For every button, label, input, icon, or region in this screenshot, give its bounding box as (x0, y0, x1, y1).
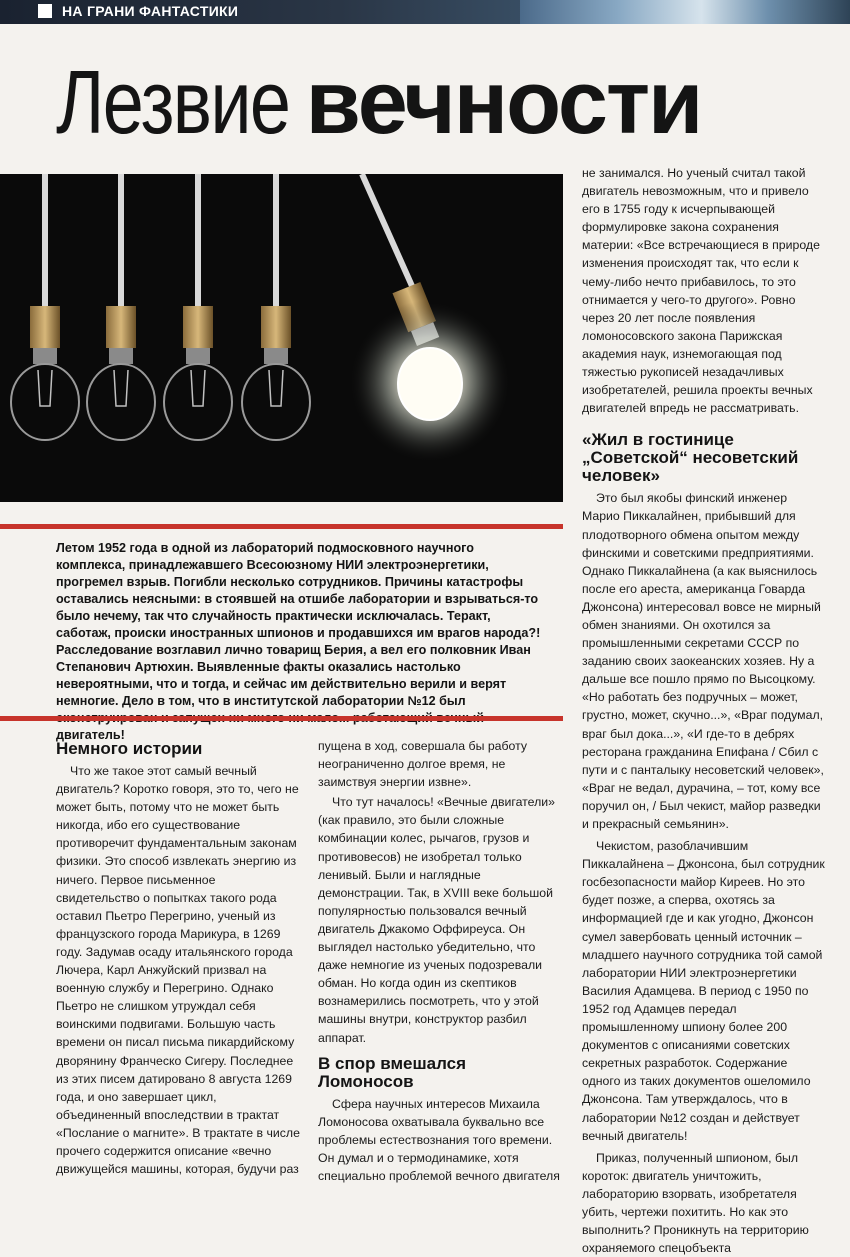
paragraph: Что тут началось! «Вечные двигатели» (как правило, это были сложные комбинации колес, рычагов, грузов и противовесов) не изобретал только ленивый. Были и наглядные демонстрации. Так, в XVIII веке большой популярностью пользовался вечный двигатель Джакомо Оффиреуса. Он выглядел настолько убедительно, что даже немногие из ученых подозревали обман. Но когда один из скептиков вознамерились посмотреть, что у этой машины внутри, конструктор разбил аппарат. (318, 795, 555, 1045)
subheading-history: Немного истории (56, 739, 203, 758)
lead-paragraph: Летом 1952 года в одной из лабораторий подмосковного научного комплекса, принадлежавшего Всесоюзному НИИ электроэнергетики, прогремел взрыв. Погибли несколько сотрудников. Причины катастрофы оставались неясными: в стоявшей на отшибе лаборатории и взрываться-то было нечему, так что случайность практически исключалась. Теракт, саботаж, происки иностранных шпионов и продавшихся им врагов народа?! Расследование возглавил лично товарищ Берия, а вел его полковник Иван Степанович Артюхин. Выявленные факты оказались настолько невероятными, что и тогда, и сейчас им действительно верили и верят немногие. Дело в том, что в институтской лаборатории №12 был двигатель! (56, 541, 541, 742)
article-headline (56, 48, 701, 158)
section-label: НА ГРАНИ ФАНТАСТИКИ (62, 3, 239, 19)
column-1 (56, 740, 301, 1178)
paragraph: Сфера научных интересов Михаила Ломоносова охватывала буквально все проблемы естествознания того времени. Он думал и о термодинамике, хотя специально проблемой вечного двигателя (318, 1096, 560, 1183)
light-bulbs-illustration (0, 174, 563, 502)
paragraph: Что же такое этот самый вечный двигатель? Коротко говоря, это то, чего не может быть, потому что не может быть никогда, ибо его существование противоречит фундаментальным законам физики. Это способ извлекать энергию из ничего. Первое письменное свидетельство о попытках такого рода оставил Пьетро Перегрино, ученый из французского города Марикура, в 1269 году. Задумав осаду итальянского города Лючера, Карл Анжуйский призвал на военную службу и Перегрино. Однако Пьетро не слишком утруждал себя воинскими подвигами. Большую часть времени он писал письма пикардийскому дворянину Франческо Сигеру. Последнее из этих писем датировано 8 августа 1269 года, и оно завершает цикл, объединенный впоследствии в трактат «Послание о магните». В трактате в числе прочего содержится описание «вечно движущейся машины, которая, будучи раз (56, 764, 300, 1177)
paragraph: Чекистом, разоблачившим Пиккалайнена – Джонсона, был сотрудник госбезопасности майор Киреев. Но это будет позже, а сперва, охотясь за информацией где и как угодно, Джонсон сумел завербовать ценный источник – младшего научного сотрудника той самой лаборатории НИИ электроэнергетики Василия Адамцева. В период с 1950 по 1952 год Адамцев передал промышленному шпиону более 200 документов с описаниями советских секретных разработок. Содержание одного из таких документов ошеломило Джонсона. Там утверждалось, что в лаборатории №12 создан и действует вечный двигатель! (582, 839, 825, 1143)
paragraph: Это был якобы финский инженер Марио Пиккалайнен, прибывший для плодотворного обмена опытом между финскими и советскими предприятиями. Однако Пиккалайнена (а как выяснилось после его ареста, американца Говарда Джонсона) интересовал вовсе не мирный обмен знаниями. Он охотился за промышленными секретами СССР по заданию своих заокеанских хозяев. Ну а дальше все пошло прямо по Высоцкому. «Но работать без подручных – может, грустно, может, скучно...», «Враг подумал, враг был дока...», «И где-то в дебрях ресторана гражданина Епифана / Сбил с пути и с панталыку несоветский человек», «Враг не ведал, дурачина, – тот, кому все поручил он, / Был чекист, майор разведки и прекрасный семьянин». (582, 491, 824, 831)
paragraph: не занимался. Но ученый считал такой двигатель невозможным, что и привело его в 1755 году к исчерпывающей формулировке закона сохранения материи: «Все встречающиеся в природе изменения происходят так, что если к чему-либо нечто прибавилось, то это отнимается у чего-то другого». Ровно через 20 лет после появления ломоносовского закона Парижская академия наук, изнемогающая под тяжестью рукописей незадачливых изобретателей, решила проекты вечных двигателей впредь не рассматривать. (582, 166, 820, 416)
section-header-bar (0, 0, 850, 24)
column-2 (318, 737, 563, 1185)
subheading-lomonosov: В спор вмешался Ломоносов (318, 1053, 467, 1091)
paragraph: пущена в ход, совершала бы работу неограниченно долгое время, не заимствуя энергии извне». (318, 739, 528, 790)
subheading-hotel: «Жил в гостинице „Советской“ несоветский человек» (582, 430, 799, 486)
header-photo-strip (520, 0, 850, 24)
headline-light-word: Лезвие (56, 53, 290, 153)
column-3 (582, 164, 827, 1257)
paragraph: Приказ, полученный шпионом, был короток: двигатель уничтожить, лабораторию взорвать, изобретателя убить, чертежи похитить. Но как это выполнить? Проникнуть на территорию охраняемого спецобъекта (582, 1150, 809, 1256)
lead-bottom-rule (0, 716, 563, 721)
section-marker (38, 4, 52, 18)
lead-top-rule (0, 524, 563, 529)
headline-bold-word: вечности (305, 53, 702, 153)
light-bulbs-photo (0, 174, 563, 502)
